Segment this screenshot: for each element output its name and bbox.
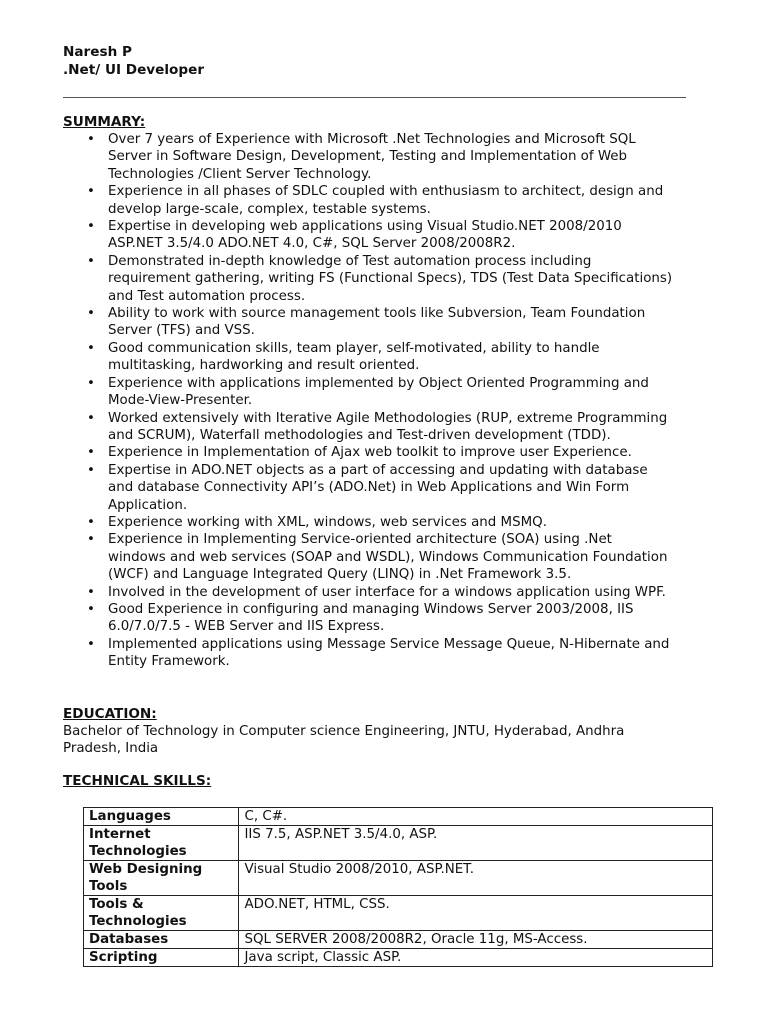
table-row <box>84 949 713 967</box>
education-heading: EDUCATION: <box>63 706 157 722</box>
skill-category: Web Designing Tools <box>84 861 239 896</box>
summary-item <box>63 601 673 636</box>
skill-category: Tools & Technologies <box>84 896 239 931</box>
skill-category: Databases <box>84 931 239 949</box>
bullet-icon: • <box>87 219 95 235</box>
bullet-icon: • <box>87 306 95 322</box>
bullet-icon: • <box>87 132 95 147</box>
summary-item-text: Over 7 years of Experience with Microsoft .Net Technologies and Microsoft SQL Server in Software Design, Development, Testing and Implementation of Web Technologies /Client Server Technology. <box>108 132 636 182</box>
summary-heading: SUMMARY: <box>63 114 146 130</box>
bullet-icon: • <box>87 375 95 391</box>
bullet-icon: • <box>87 636 95 652</box>
skill-value: SQL SERVER 2008/2008R2, Oracle 11g, MS-Access. <box>239 931 713 949</box>
header-divider <box>63 97 686 98</box>
summary-item-text: Ability to work with source management tools like Subversion, Team Foundation Server (TFS) and VSS. <box>108 306 646 339</box>
skill-category: Scripting <box>84 949 239 967</box>
summary-item <box>63 584 673 601</box>
summary-item-text: Experience in all phases of SDLC coupled with enthusiasm to architect, design and develop large-scale, complex, testable systems. <box>108 184 664 217</box>
summary-item <box>63 218 673 253</box>
bullet-icon: • <box>87 601 95 617</box>
summary-list <box>63 131 673 671</box>
summary-item-text: Experience working with XML, windows, web services and MSMQ. <box>108 514 547 530</box>
skill-value: Visual Studio 2008/2010, ASP.NET. <box>239 861 713 896</box>
skill-value: IIS 7.5, ASP.NET 3.5/4.0, ASP. <box>239 826 713 861</box>
bullet-icon: • <box>87 253 95 269</box>
skill-category: Languages <box>84 808 239 826</box>
table-row <box>84 861 713 896</box>
summary-item-text: Implemented applications using Message Service Message Queue, N-Hibernate and Entity Framework. <box>108 636 670 670</box>
bullet-icon: • <box>87 514 95 530</box>
table-row <box>84 826 713 861</box>
skill-category: Internet Technologies <box>84 826 239 861</box>
summary-item-text: Experience with applications implemented by Object Oriented Programming and Mode-View-Presenter. <box>108 375 649 409</box>
summary-item <box>63 531 673 583</box>
summary-item <box>63 444 673 461</box>
summary-item-text: Expertise in ADO.NET objects as a part of accessing and updating with database and database Connectivity API’s (ADO.Net) in Web Applications and Win Form Application. <box>108 462 648 513</box>
bullet-icon: • <box>87 410 95 426</box>
summary-item-text: Expertise in developing web applications using Visual Studio.NET 2008/2010 ASP.NET 3.5/4.0 ADO.NET 4.0, C#, SQL Server 2008/2008R2. <box>108 219 622 252</box>
summary-item <box>63 636 673 671</box>
summary-item <box>63 183 673 218</box>
table-row <box>84 896 713 931</box>
skills-heading: TECHNICAL SKILLS: <box>63 773 212 789</box>
candidate-name: Naresh P <box>63 44 132 60</box>
summary-item-text: Involved in the development of user interface for a windows application using WPF. <box>108 584 666 600</box>
bullet-icon: • <box>87 340 95 356</box>
bullet-icon: • <box>87 184 95 200</box>
summary-item <box>63 253 673 305</box>
bullet-icon: • <box>87 532 95 548</box>
bullet-icon: • <box>87 584 95 600</box>
bullet-icon: • <box>87 445 95 461</box>
skill-value: C, C#. <box>239 808 713 826</box>
summary-item <box>63 131 673 183</box>
candidate-role: .Net/ UI Developer <box>63 62 205 78</box>
bullet-icon: • <box>87 462 95 478</box>
skill-value: ADO.NET, HTML, CSS. <box>239 896 713 931</box>
education-text: Bachelor of Technology in Computer science Engineering, JNTU, Hyderabad, Andhra Pradesh, India <box>63 724 625 756</box>
summary-item <box>63 462 673 514</box>
summary-item <box>63 305 673 340</box>
summary-item <box>63 375 673 410</box>
summary-item-text: Good communication skills, team player, self-motivated, ability to handle multitasking, hardworking and result oriented. <box>108 340 600 374</box>
summary-item <box>63 410 673 445</box>
table-row <box>84 808 713 826</box>
skill-value: Java script, Classic ASP. <box>239 949 713 967</box>
summary-item-text: Worked extensively with Iterative Agile Methodologies (RUP, extreme Programming and SCRUM), Waterfall methodologies and Test-driven development (TDD). <box>108 410 668 443</box>
summary-item-text: Experience in Implementation of Ajax web toolkit to improve user Experience. <box>108 445 632 461</box>
table-row <box>84 931 713 949</box>
summary-item <box>63 514 673 531</box>
summary-item-text: Good Experience in configuring and managing Windows Server 2003/2008, IIS 6.0/7.0/7.5 - WEB Server and IIS Express. <box>108 601 634 635</box>
summary-item <box>63 340 673 375</box>
skills-table <box>83 807 713 967</box>
summary-item-text: Experience in Implementing Service-oriented architecture (SOA) using .Net windows and web services (SOAP and WSDL), Windows Communication Foundation (WCF) and Language Integrated Query (LINQ) in .Net Framework 3.5. <box>108 532 668 583</box>
summary-item-text: Demonstrated in-depth knowledge of Test automation process including requirement gathering, writing FS (Functional Specs), TDS (Test Data Specifications) and Test automation process. <box>108 253 673 304</box>
